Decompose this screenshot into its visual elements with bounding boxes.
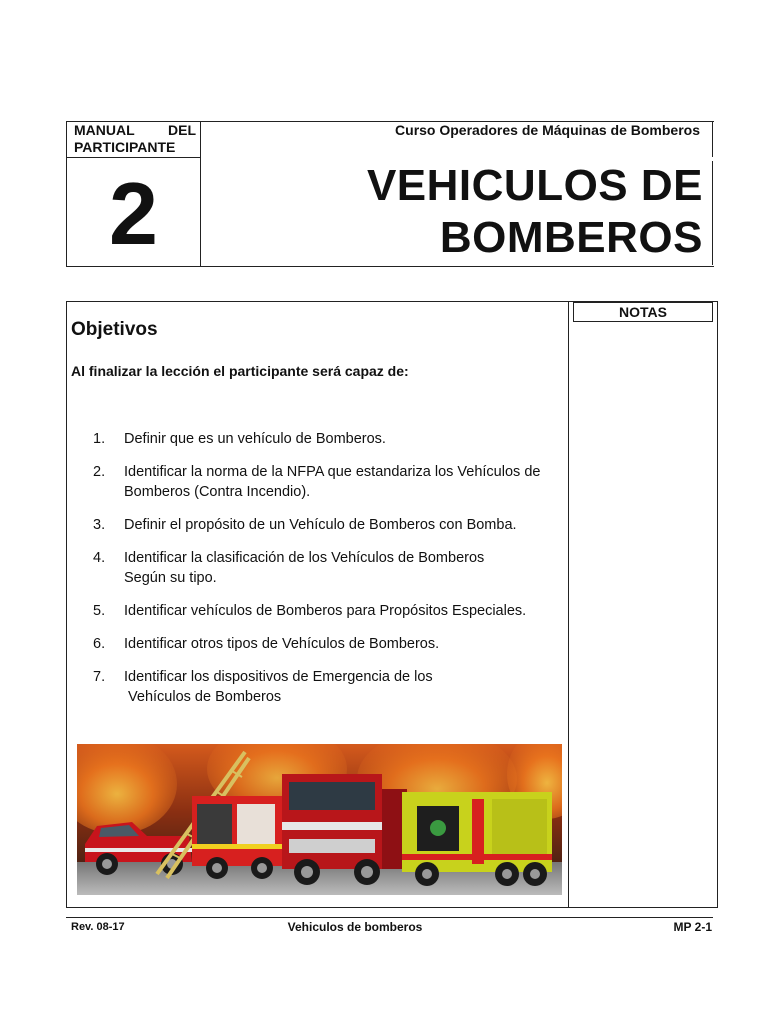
objective-text: Identificar la norma de la NFPA que estandariza los Vehículos de [124,464,541,480]
objective-number: 2. [93,464,106,480]
manual-word: MANUAL [74,122,135,138]
manual-label [74,122,196,156]
course-title: Curso Operadores de Máquinas de Bomberos [395,122,700,138]
objective-text: Identificar vehículos de Bomberos para Propósitos Especiales. [124,603,527,619]
yellow-fire-truck [402,792,552,886]
footer-revision: Rev. 08-17 [71,921,125,933]
objective-text: Identificar la clasificación de los Vehículos de Bomberos [124,550,485,566]
footer-rule [66,917,713,918]
objectives-heading: Objetivos [71,319,158,340]
chapter-number: 2 [109,164,158,263]
objective-item [93,667,568,707]
chapter-title-line1: VEHICULOS DE [366,161,703,210]
footer-page-number: MP 2-1 [673,920,712,934]
fire-trucks-illustration [77,744,562,895]
objective-item [93,515,568,535]
objective-number: 3. [93,517,106,533]
footer-title: Vehiculos de bomberos [287,920,423,934]
fire-trucks-photo [77,744,562,895]
chapter-title [205,160,703,264]
objective-text: Definir que es un vehículo de Bomberos. [124,431,386,447]
participante-word: PARTICIPANTE [74,139,176,155]
del-word: DEL [168,122,196,138]
objective-number: 4. [93,550,106,566]
objective-number: 5. [93,603,106,619]
objective-number: 7. [93,669,106,685]
objective-text-cont: Según su tipo. [124,570,217,586]
objective-text: Identificar los dispositivos de Emergencia de los [124,669,433,685]
fire-engine [282,774,407,885]
objective-number: 6. [93,636,106,652]
objective-text: Definir el propósito de un Vehículo de Bomberos con Bomba. [124,517,517,533]
header-divider-horizontal [66,157,200,158]
objective-item [93,462,568,502]
objective-text: Identificar otros tipos de Vehículos de Bomberos. [124,636,440,652]
header-right-edge-bottom [712,161,713,265]
objective-item [93,601,568,621]
objectives-intro: Al finalizar la lección el participante será capaz de: [71,363,409,379]
objectives-list [93,429,568,720]
objective-item [93,429,568,449]
objective-item [93,548,568,588]
notes-label: NOTAS [573,302,713,322]
header-right-edge-top [712,121,713,157]
chapter-title-line2: BOMBEROS [439,213,703,262]
objective-number: 1. [93,431,106,447]
objective-item [93,634,568,654]
notes-column-divider [568,301,569,908]
objective-text-cont: Vehículos de Bomberos [124,689,282,705]
objective-text-cont: Bomberos (Contra Incendio). [124,484,311,500]
